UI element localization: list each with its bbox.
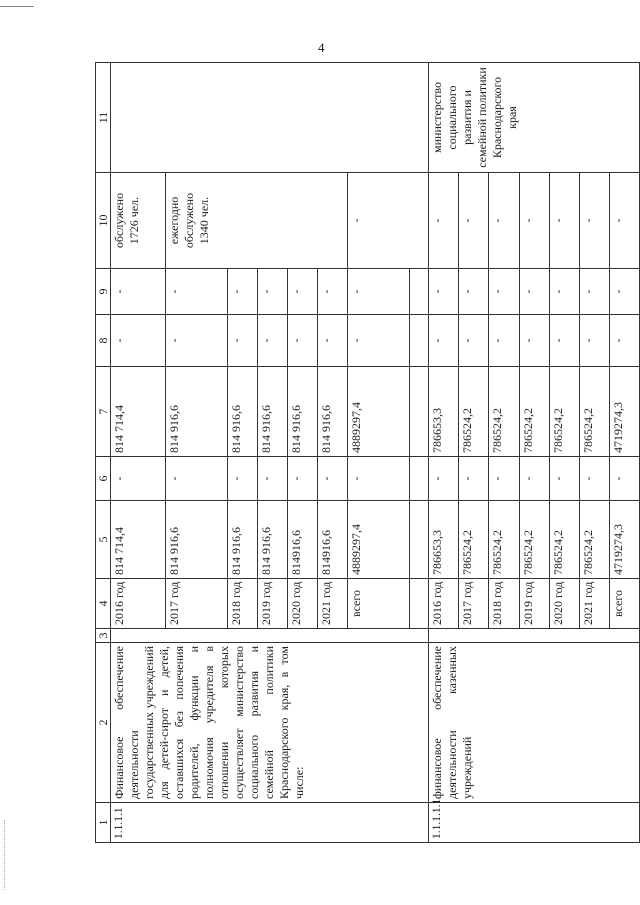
amount-col8: - [549,315,579,367]
amount-col9: - [258,269,288,315]
spacer-cell [410,579,429,629]
side-margin-mark [4,820,6,890]
amount-col6: - [459,457,489,501]
amount-total: 814916,6 [318,501,348,579]
amount-col9: - [348,269,410,315]
amount-total: 4719274,3 [609,501,639,579]
year-cell: всего [609,579,639,629]
col-header-7: 7 [96,367,111,457]
year-cell: всего [348,579,410,629]
amount-col6: - [549,457,579,501]
row-description: финансовое обеспечение деятельности казенных учреждений [429,643,640,803]
amount-col9: - [549,269,579,315]
result-cell: - [549,173,579,269]
amount-col7: 786524,2 [549,367,579,457]
result-cell: - [519,173,549,269]
amount-col8: - [489,315,519,367]
year-cell: 2020 год [288,579,318,629]
table-row [111,63,166,843]
col3-empty [429,629,640,643]
amount-col6: - [318,457,348,501]
year-cell: 2018 год [489,579,519,629]
amount-total: 814 714,4 [111,501,166,579]
row-description: Финансовое обеспечение деятельности государственных учреждений для детей-сирот и детей, оставшихся без попечения родителей, функции и полномочия учредителя в отношении которых осуществляет министерство социального развития и семейной политики Краснодарского края, в том числе: [111,643,429,803]
amount-col8: - [609,315,639,367]
amount-col8: - [228,315,258,367]
year-cell: 2021 год [318,579,348,629]
amount-col7: 786653,3 [429,367,459,457]
col-header-2: 2 [96,643,111,803]
year-cell: 2017 год [166,579,228,629]
amount-total: 786524,2 [489,501,519,579]
col-header-11: 11 [96,63,111,173]
col-header-10: 10 [96,173,111,269]
amount-col6: - [489,457,519,501]
amount-total: 786524,2 [579,501,609,579]
amount-col6: - [519,457,549,501]
amount-col7: 4889297,4 [348,367,410,457]
year-cell: 2019 год [258,579,288,629]
spacer-cell [410,367,429,457]
amount-col9: - [228,269,258,315]
amount-col7: 786524,2 [459,367,489,457]
result-cell: - [609,173,639,269]
amount-col6: - [258,457,288,501]
header-row [96,63,111,843]
amount-col9: - [579,269,609,315]
amount-col8: - [111,315,166,367]
amount-col9: - [111,269,166,315]
amount-col6: - [166,457,228,501]
amount-col8: - [429,315,459,367]
year-cell: 2016 год [429,579,459,629]
amount-col8: - [318,315,348,367]
col-header-5: 5 [96,501,111,579]
col3-empty [111,629,429,643]
amount-total: 814916,6 [288,501,318,579]
amount-col7: 4719274,3 [609,367,639,457]
amount-col6: - [429,457,459,501]
amount-total: 786524,2 [459,501,489,579]
year-cell: 2021 год [579,579,609,629]
amount-col8: - [519,315,549,367]
corner-mark [0,6,34,7]
amount-col7: 814 916,6 [166,367,228,457]
col-header-9: 9 [96,269,111,315]
amount-col9: - [429,269,459,315]
amount-col7: 786524,2 [579,367,609,457]
amount-col6: - [288,457,318,501]
spacer-cell [410,315,429,367]
result-cell: - [579,173,609,269]
row-code: 1.1.1.1 [111,803,429,843]
spacer-cell [410,501,429,579]
amount-total: 786524,2 [549,501,579,579]
amount-col8: - [579,315,609,367]
amount-col6: - [609,457,639,501]
col-header-8: 8 [96,315,111,367]
page-number: 4 [318,40,325,55]
rotated-table-container [95,63,640,843]
amount-col7: 814 916,6 [288,367,318,457]
amount-col7: 814 916,6 [318,367,348,457]
amount-total: 814 916,6 [258,501,288,579]
result-cell: обслужено 1726 чел. [111,173,166,269]
year-cell: 2017 год [459,579,489,629]
row-code: 1.1.1.1.1 [429,803,640,843]
amount-total: 814 916,6 [228,501,258,579]
amount-total: 786653,3 [429,501,459,579]
amount-col7: 814 714,4 [111,367,166,457]
program-activities-table [95,62,640,843]
amount-col8: - [166,315,228,367]
responsible-organization: министерство социального развития и семейной политики Краснодарского края [429,63,640,173]
spacer-cell [410,457,429,501]
amount-col9: - [318,269,348,315]
year-cell: 2020 год [549,579,579,629]
amount-col9: - [288,269,318,315]
amount-total: 814 916,6 [166,501,228,579]
amount-col6: - [579,457,609,501]
result-cell: - [348,173,429,269]
result-cell: - [489,173,519,269]
amount-col9: - [609,269,639,315]
amount-col7: 786524,2 [489,367,519,457]
amount-col8: - [258,315,288,367]
spacer-cell [410,269,429,315]
amount-col6: - [111,457,166,501]
amount-total: 786524,2 [519,501,549,579]
amount-col8: - [288,315,318,367]
result-cell: ежегодно обслужено 1340 чел. [166,173,348,269]
col-header-3: 3 [96,629,111,643]
year-cell: 2019 год [519,579,549,629]
amount-col7: 814 916,6 [258,367,288,457]
col-header-6: 6 [96,457,111,501]
year-cell: 2016 год [111,579,166,629]
amount-col9: - [519,269,549,315]
amount-col9: - [166,269,228,315]
amount-col6: - [228,457,258,501]
amount-col6: - [348,457,410,501]
col-header-4: 4 [96,579,111,629]
amount-col8: - [348,315,410,367]
table-row [429,63,459,843]
col-header-1: 1 [96,803,111,843]
amount-col7: 814 916,6 [228,367,258,457]
amount-col7: 786524,2 [519,367,549,457]
amount-col9: - [489,269,519,315]
amount-total: 4889297,4 [348,501,410,579]
result-cell: - [429,173,459,269]
result-cell: - [459,173,489,269]
year-cell: 2018 год [228,579,258,629]
responsible-empty [111,63,429,173]
amount-col9: - [459,269,489,315]
amount-col8: - [459,315,489,367]
